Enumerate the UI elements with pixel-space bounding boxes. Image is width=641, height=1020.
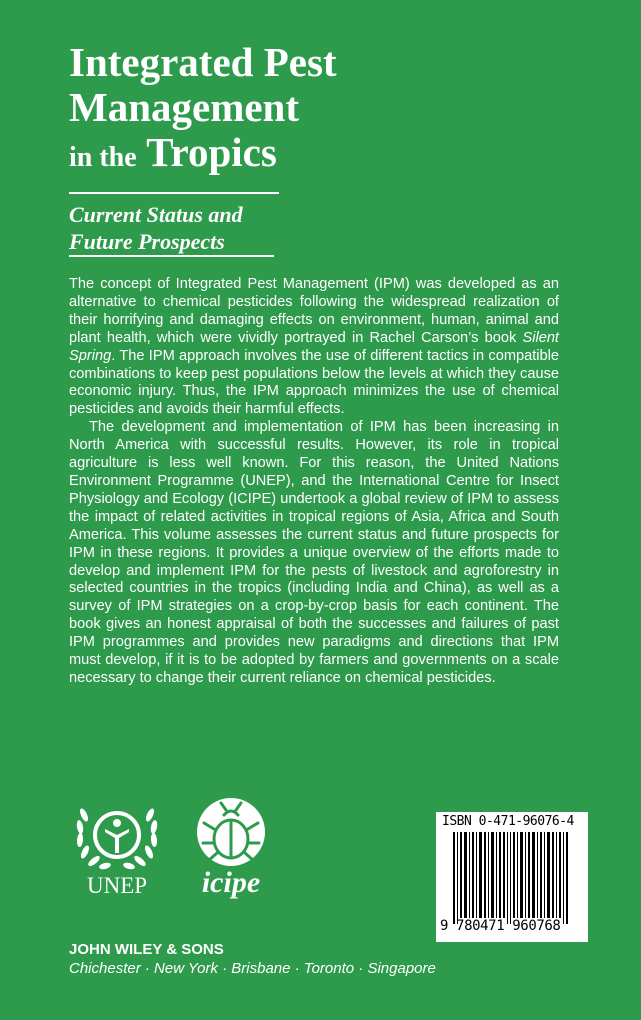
subtitle-line-2: Future Prospects	[69, 229, 225, 254]
icipe-beetle-icon	[186, 795, 276, 870]
title-line-3-main: Tropics	[146, 129, 277, 175]
blurb-p1-text-b: . The IPM approach involves the use of different tactics in compatible combinations to keep pest populations below the levels at which they cause economic injury. Thus, the IPM approach minimizes the use of chemical pesticides and avoids their harmful effects.	[69, 347, 559, 418]
title-line-2: Management	[69, 84, 300, 130]
blurb-paragraph-2: The development and implementation of IPM has been increasing in North America with successful results. However, its role in tropical agriculture is less well known. For this reason, the United Nations Environment Programme (UNEP), and the International Centre for Insect Physiology and Ecology (ICIPE) undertook a global review of IPM to assess the impact of related activities in tropical regions of Asia, Africa and South America. This volume assesses the current status and future prospects for IPM in these regions. It provides a unique overview of the efforts made to develop and implement IPM for the pests of livestock and agroforestry in selected countries in the tropics (including India and China), as well as a survey of IPM strategies on a crop-by-crop basis for each continent. The book gives an honest appraisal of both the successes and failures of past IPM programmes and provides new paradigms and directions that IPM must develop, if it is to be adopted by farmers and governments on a scale necessary to change their current reliance on chemical pesticides.	[69, 419, 559, 686]
book-subtitle	[69, 201, 243, 255]
publisher-name: JOHN WILEY & SONS	[69, 941, 224, 958]
title-line-3-prefix: in the	[69, 142, 137, 173]
isbn-barcode	[436, 812, 588, 942]
blurb	[69, 276, 559, 688]
unep-logo	[72, 795, 162, 905]
book-reference-italic: Silent Spring	[69, 329, 559, 364]
title-line-1: Integrated Pest	[69, 39, 337, 85]
subtitle-line-1: Current Status and	[69, 202, 243, 227]
icipe-logo	[186, 795, 276, 910]
title-rule	[69, 192, 279, 194]
book-title	[69, 40, 337, 180]
icipe-label: icipe	[201, 866, 261, 899]
subtitle-rule	[69, 255, 274, 257]
publisher-cities: Chichester · New York · Brisbane · Toronto · Singapore	[69, 960, 436, 977]
blurb-p1-text-a: The concept of Integrated Pest Management (IPM) was developed as an alternative to chemical pesticides following the widespread realization of their horrifying and damaging effects on environment, human, animal and plant health, which were vividly portrayed in Rachel Carson’s book	[69, 276, 559, 346]
unep-emblem-icon	[72, 795, 162, 875]
isbn-number: ISBN 0-471-96076-4	[442, 814, 574, 829]
blurb-paragraph-1	[69, 276, 559, 419]
unep-label: UNEP	[86, 873, 148, 898]
ean-digits: 9 780471 960768	[440, 918, 561, 934]
